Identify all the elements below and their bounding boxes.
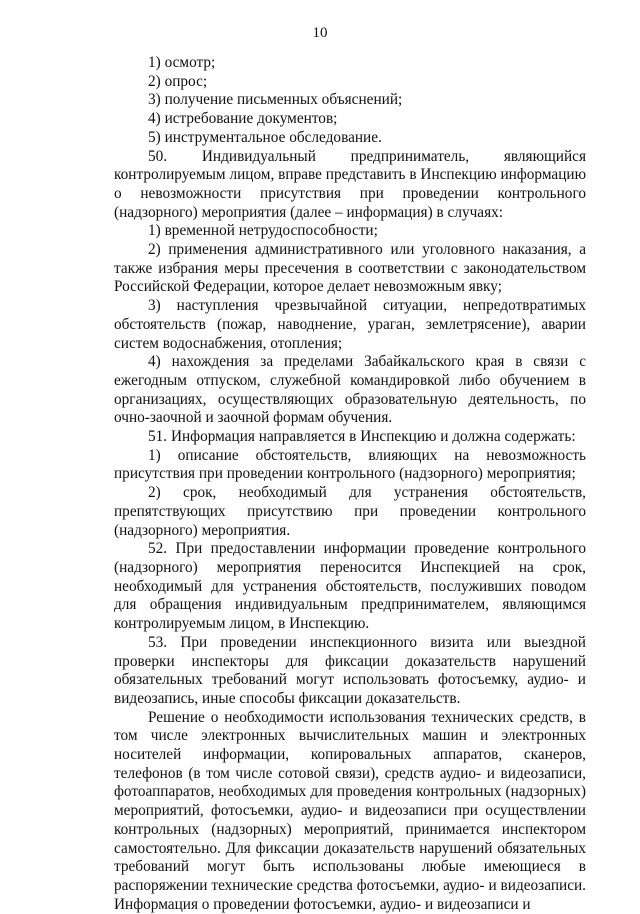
paragraph-52: 52. При предоставлении информации проведение контрольного (надзорного) мероприятия переносится Инспекцией на срок, необходимый для устранения обстоятельств, послуживших поводом для обращения индивидуальным предпринимателем, являющимся контролируемым лицом, в Инспекцию. — [114, 540, 586, 633]
paragraph-53: 53. При проведении инспекционного визита или выездной проверки инспекторы для фиксации доказательств нарушений обязательных требований могут использовать фотосъемку, аудио- и видеозапись, иные способы фиксации доказательств. — [114, 633, 586, 707]
list-item: 5) инструментальное обследование. — [148, 128, 382, 146]
list-item: 2) применения административного или уголовного наказания, а также избрания меры пресечения в соответствии с законодательством Российской Федерации, которое делает невозможным явку; — [114, 241, 586, 296]
paragraph-51: 51. Информация направляется в Инспекцию и должна содержать: — [148, 428, 576, 446]
paragraph-decision: Решение о необходимости использования технических средств, в том числе электронных вычислительных машин и электронных носителей информации, копировальных аппаратов, сканеров, телефонов (в том числе сотовой связи), средств аудио- и видеозаписи, фотоаппаратов, необходимых для проведения контрольных (надзорных) мероприятий, фотосъемки, аудио- и видеозаписи при осуществлении контрольных (надзорных) мероприятий, принимается инспектором самостоятельно. Для фиксации доказательств нарушений обязательных требований могут быть использованы любые имеющиеся в распоряжении технические средства фотосъемки, аудио- и видеозаписи. Информация о проведении фотосъемки, аудио- и видеозаписи и — [114, 708, 586, 913]
document-body — [114, 54, 586, 914]
list-item: 1) временной нетрудоспособности; — [148, 222, 378, 240]
list-item: 3) наступления чрезвычайной ситуации, непредотвратимых обстоятельств (пожар, наводнение, ураган, землетрясение), аварии систем водоснабжения, отопления; — [114, 297, 586, 352]
paragraph-50: 50. Индивидуальный предприниматель, являющийся контролируемым лицом, вправе представить в Инспекцию информацию о невозможности присутствия при проведении контрольного (надзорного) мероприятия (далее – информация) в случаях: — [114, 147, 586, 221]
page-number: 10 — [312, 25, 328, 41]
list-item: 2) опрос; — [148, 72, 208, 90]
list-item: 3) получение письменных объяснений; — [148, 91, 403, 109]
list-item: 2) срок, необходимый для устранения обстоятельств, препятствующих присутствию при проведении контрольного (надзорного) мероприятия. — [114, 484, 586, 539]
list-item: 4) нахождения за пределами Забайкальского края в связи с ежегодным отпуском, служебной командировкой либо обучением в организациях, осуществляющих образовательную деятельность, по очно-заочной и заочной формам обучения. — [114, 353, 586, 427]
list-item: 1) описание обстоятельств, влияющих на невозможность присутствия при проведении контрольного (надзорного) мероприятия; — [114, 446, 586, 483]
list-item: 1) осмотр; — [148, 54, 216, 71]
list-item: 4) истребование документов; — [148, 110, 338, 128]
